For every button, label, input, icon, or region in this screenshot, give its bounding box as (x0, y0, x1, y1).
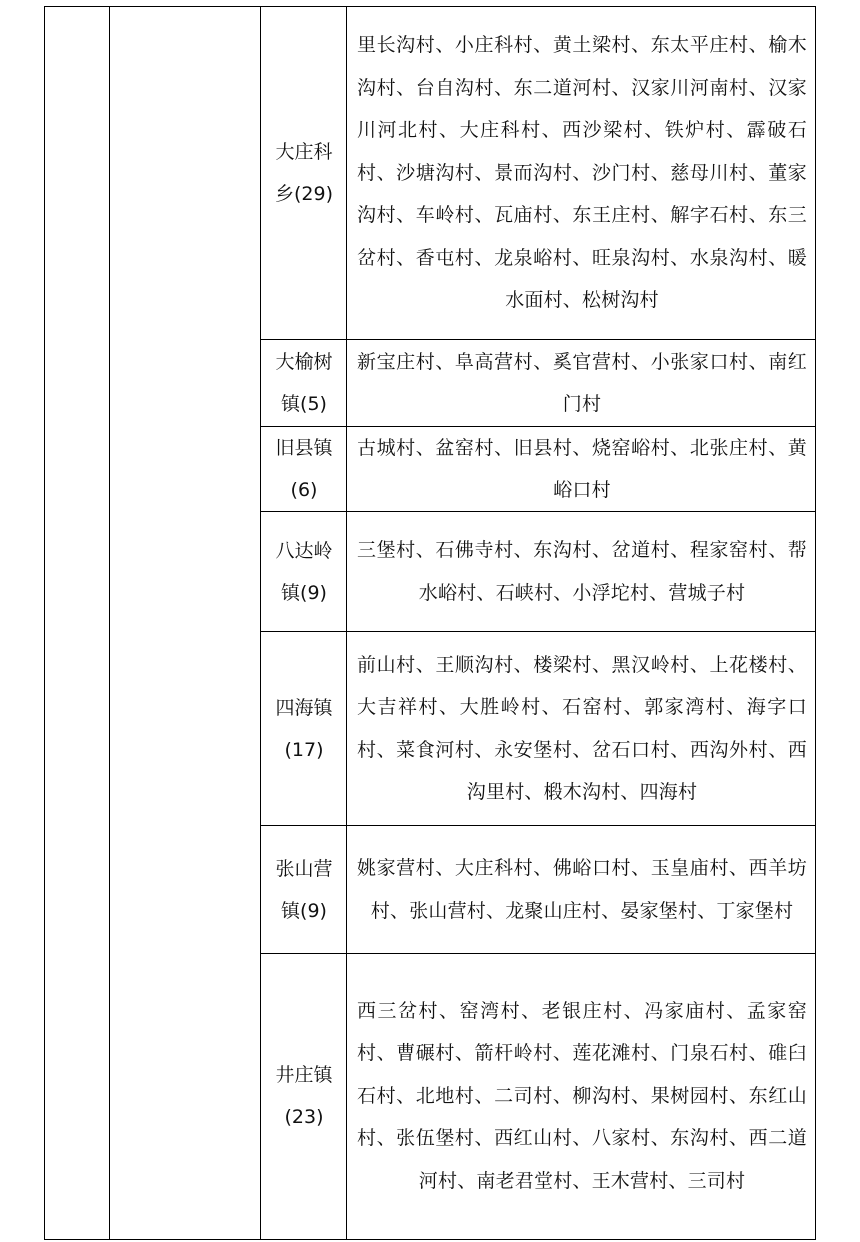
town-name: 张山营镇(9) (275, 857, 333, 922)
village-list: 里长沟村、小庄科村、黄土梁村、东太平庄村、榆木沟村、台自沟村、东二道河村、汉家川河南村、汉家川河北村、大庄科村、西沙梁村、铁炉村、霹破石村、沙塘沟村、景而沟村、沙门村、慈母川村、董家沟村、车岭村、瓦庙村、东王庄村、解字石村、东三岔村、香屯村、龙泉峪村、旺泉沟村、水泉沟村、暖水面村、松树沟村 (357, 34, 807, 312)
town-name: 旧县镇(6) (275, 437, 333, 501)
village-table (44, 6, 816, 1240)
town-name: 大榆树镇(5) (275, 351, 333, 415)
village-list: 姚家营村、大庄科村、佛峪口村、玉皇庙村、西羊坊村、张山营村、龙聚山庄村、晏家堡村、丁家堡村 (357, 857, 807, 922)
table-row (261, 427, 815, 512)
village-list: 古城村、盆窑村、旧县村、烧窑峪村、北张庄村、黄峪口村 (357, 436, 807, 501)
village-list: 西三岔村、窑湾村、老银庄村、冯家庙村、孟家窑村、曹碾村、箭杆岭村、莲花滩村、门泉石村、碓臼石村、北地村、二司村、柳沟村、果树园村、东红山村、张伍堡村、西红山村、八家村、东沟村、西二道河村、南老君堂村、王木营村、三司村 (357, 999, 807, 1192)
village-list: 前山村、王顺沟村、楼梁村、黑汉岭村、上花楼村、大吉祥村、大胜岭村、石窑村、郭家湾村、海字口村、菜食河村、永安堡村、岔石口村、西沟外村、西沟里村、椴木沟村、四海村 (357, 653, 807, 803)
table-row (261, 512, 815, 632)
table-row (261, 7, 815, 340)
table-row (261, 340, 815, 427)
column-divider (109, 7, 110, 1239)
village-list: 新宝庄村、阜高营村、奚官营村、小张家口村、南红门村 (357, 350, 807, 415)
table-row (261, 632, 815, 826)
town-name: 井庄镇(23) (275, 1064, 333, 1128)
table-row (261, 954, 815, 1238)
table-row (261, 826, 815, 954)
town-name: 四海镇(17) (275, 696, 333, 761)
town-name: 大庄科乡(29) (274, 141, 333, 205)
town-name: 八达岭镇(9) (275, 539, 333, 604)
village-list: 三堡村、石佛寺村、东沟村、岔道村、程家窑村、帮水峪村、石峡村、小浮坨村、营城子村 (357, 539, 807, 604)
